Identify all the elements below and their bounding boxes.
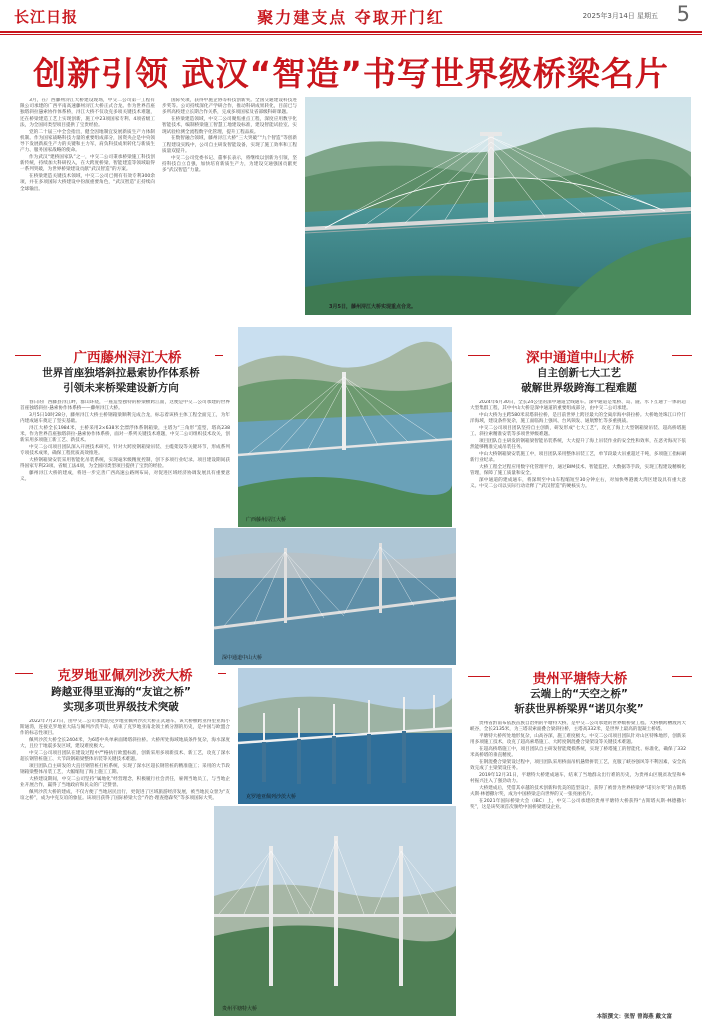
paragraph: 在桥梁建造领域，中交二公司聚焦重点工程，深度应用数字化智能技术，编制桥梁施工智慧工地建设标准，建设智能试验室、实现试验检测全流程数字化管理，提升工程品质。 [162,117,297,135]
section-sub-croatia-1: 跨越亚得里亚海的“友谊之桥” [51,686,191,698]
paragraph: 在数智融合领域，藤州浔江大桥“三大突破”“九个智造”等创新工程建设实践中，公司自主研发智能设备，实现了施工效率和工程质量双提升。 [162,136,297,154]
section-rule-left [15,355,41,356]
section-label-guangxi: 广西藤州浔江大桥 [73,350,182,366]
paragraph: 党的二十届三中全会指出，健全因地制宜发展新质生产力体制机制。作为国家战略科技力量的重要组成部分，国资央企是中央领导下发展新质生产力的关键和主力军，肩负科技成果转化与新质生产力、服务国家战略的使命。 [20,129,155,154]
paragraph: 大桥钢箱梁安装采用智能化吊装系统，实现毫米级精度控制，创下多项行业纪录。项目建设期间获得国家专利23项、省级工法4项，为全国同类型项目提供了宝贵的经验。 [20,458,230,470]
section-body-croatia [20,719,230,1009]
section-rule-right [215,355,223,356]
paragraph: 项目团队自主研发的钢箱梁智能吊装系统，大大提升了海上吊装作业的安全性和效率，在恶劣海况下依然能够精准完成吊装任务。 [470,439,686,451]
photo-shenzhong-bridge [214,528,456,665]
paragraph: 藤州浔江大桥的建成，将进一步完善广西高速公路网布局，对促进区域经济协调发展具有重要意义。 [20,471,230,483]
intro-column-1 [20,98,155,318]
paragraph: 在2021年国际桥梁大会（IBC）上，中交二公司承建的贵州平塘特大桥获得“古斯塔夫斯·林德撒尔奖”，这是该奖项首次颁给中国桥梁建设企业。 [470,799,686,811]
section-sub-guizhou-1: 云端上的“天空之桥” [530,688,628,700]
section-sub-guangxi-1: 世界首座独塔斜拉悬索协作体系桥 [42,367,200,379]
paragraph: 中交二公司项目团队在建设过程中严格执行欧盟标准，创新采用多项新技术、新工艺，攻克了深水超长钢管桩施工、大节段钢箱梁整体吊装等关键技术难题。 [20,751,230,763]
photo-guizhou-bridge [214,806,456,1016]
paragraph: 2022年7月27日，由中交二公司承建的克罗地亚佩列沙茨大桥正式通车。该大桥横跨亚得里亚海小斯通湾，连接克罗地亚大陆与佩列沙茨半岛，结束了克罗地亚南北领土被分割的历史，是中国与欧盟合作的标志性项目。 [20,719,230,737]
intro-column-2 [162,98,297,318]
section-body-shenzhong [470,400,686,662]
section-banner: 聚力建支点 夺取开门红 [257,8,445,27]
paragraph: 大桥建成后，凭借其卓越的技术创新和优美的造型设计，获得了被誉为世界桥梁界“诺贝尔奖”的古斯塔夫斯·林德撒尔奖，成为中国桥梁走向世界的又一张亮丽名片。 [470,786,686,798]
section-body-guizhou [470,721,686,1009]
newspaper-logo: 长江日报 [14,8,79,26]
section-rule-right [672,355,692,356]
paragraph: 在钢混叠合梁架设过程中，项目团队采用桥面吊机悬臂拼装工艺，克服了峡谷强风等不利因素，安全高效完成了主梁架设任务。 [470,760,686,772]
paragraph: 贵州省黔南布依族苗族自治州的平塘特大桥，是中交二公司承建的世界级桥梁工程。大桥横跨槽渡河大峡谷，全长2135米，为三塔双索面叠合梁斜拉桥，主塔高332米，是世界上最高的混凝土桥塔。 [470,721,686,733]
section-rule-right [218,673,226,674]
section-rule-right [672,676,692,677]
photo-croatia-bridge [238,668,452,804]
issue-date: 2025年3月14日 星期五 [582,12,658,20]
paragraph: 2019年12月31日，平塘特大桥建成通车，结束了当地群众出行难的历史，为贵州山区脱贫攻坚和乡村振兴注入了强劲动力。 [470,773,686,785]
page-headline: 创新引领 武汉“智造”书写世界级桥梁名片 [33,54,669,93]
photo-caption-croatia: 克罗地亚佩列沙茨大桥 [246,794,297,800]
section-sub-croatia-2: 实现多项世界级技术突破 [63,701,179,713]
paragraph: 大桥建设期间，中交二公司坚持“属地化”经营理念，积极履行社会责任，雇佣当地员工，与当地企业开展合作，赢得了当地政府和民众的广泛赞誉。 [20,777,230,789]
paragraph: 中交二公司项目团队坚持自主创新，研发形成“七大工艺”，攻克了海上大型钢箱梁吊装、超高桥塔施工、斜拉索精准安装等多项世界级难题。 [470,426,686,438]
section-sub-shenzhong-1: 自主创新七大工艺 [537,367,621,379]
photo-caption-guangxi: 广西藤州浔江大桥 [246,517,287,523]
paragraph: 平塘特大桥所处地形复杂，山高谷深，施工难度极大。中交二公司项目团队针对山区特殊地形，创新采用多项施工技术，攻克了超高索塔施工、大跨度钢混叠合梁架设等关键技术难题。 [470,734,686,746]
section-label-shenzhong: 深中通道中山大桥 [526,350,634,366]
section-body-guangxi [20,400,230,660]
author-credit: 本版撰文：张智 曾海燕 戴文富 [596,1014,672,1020]
paragraph: 浔江大桥全长1984米，主桥采用2×638米全漂浮体系钢箱梁，主塔为“三角形”造型，塔高238米。作为世界首座独塔斜拉-悬索协作体系桥，面对一系列关键技术难题，中交二公司组织技术攻关，创新采用多项施工新工艺、新技术。 [20,426,230,444]
paragraph: 佩列沙茨大桥全长2404米，为6塔中央单索面矮塔斜拉桥。大桥所处海域地质条件复杂，海水深度大，且位于地震多发区域，建设难度极大。 [20,738,230,750]
paragraph: 大桥工程全过程应用数字化管理平台，通过BIM技术、智能监控、大数据等手段，实现工程建设精细化管理，保障了施工质量和安全。 [470,465,686,477]
paragraph: 3月5日10时28分，藤州浔江大桥主桥钢箱梁顺利完成合龙，标志着该桥主体工程全面完工，为年内建成通车奠定了坚实基础。 [20,413,230,425]
paragraph: 中山大桥钢箱梁安装施工中，项目团队采用整体吊装工艺，单节段最大吊重超过千吨，多项施工指标刷新行业纪录。 [470,452,686,464]
paragraph: 佩列沙茨大桥的建成，不仅方便了当地居民出行，更促进了区域旅游经济发展，被当地民众誉为“友谊之桥”，成为中克友谊的象征。该项目获得了国际桥梁大会“乔治·理查德森奖”等多项国际大奖。 [20,790,230,802]
masthead-rule-thin [0,34,702,35]
page-number: 5 [676,2,690,26]
section-label-guizhou: 贵州平塘特大桥 [532,671,628,687]
section-sub-guizhou-2: 斩获世界桥梁界“诺贝尔奖” [514,703,644,715]
photo-caption-guizhou: 贵州平塘特大桥 [222,1006,258,1012]
photo-guangxi-bridge [238,327,452,527]
section-label-croatia: 克罗地亚佩列沙茨大桥 [57,668,193,684]
masthead-rule [0,31,702,33]
paragraph: 国际奖项，获得中施企协等科技创新奖。全国交通建设科技进步奖等。公司持续深化产学研合作，推动科研成果转化，目前已与多所高校建立长期合作关系，完成多项国家及省部级科研课题。 [162,98,297,116]
paragraph: 中交二公司项目团队深入开展技术研究，针对大跨度钢箱梁吊装、主缆架设等关键环节，形成系列专项技术成果，确保工程优质高效推进。 [20,445,230,457]
hero-photo-caption: 3月5日，藤州浔江大桥实现重点合龙。 [329,304,416,310]
hero-bridge-photo [305,97,691,315]
paragraph: 深中通道的建成通车，将深圳至中山车程缩短至30分钟左右，对加快粤港澳大湾区建设具有重大意义。中交二公司以实际行动诠释了“武汉智造”的硬核实力。 [470,478,686,490]
section-sub-guangxi-2: 引领未来桥梁建设新方向 [63,382,179,394]
paragraph: 作为武汉“建桥国家队”之一，中交二公司秉承桥梁施工科技创新传统，持续加大科研投入，在大跨度桥梁、智能建造等领域取得一系列突破，为世界桥梁建设贡献“武汉智造”的方案。 [20,155,155,173]
paragraph: 中山大桥为主跨580米双塔斜拉桥，是目前世界上跨径最大的全离岸海中斜拉桥。大桥地处珠江口伶仃洋海域，建设条件复杂，施工面临海上强风、台风频发、通航繁忙等多重挑战。 [470,413,686,425]
paragraph: 春日的广西藤县浔江畔，群山环绕，一座造型独特的桥梁横跨江面，这便是中交二公司承建的世界首座独塔斜拉-悬索协作体系桥——藤州浔江大桥。 [20,400,230,412]
paragraph: 2024年6月30日，全长24公里的深中通道全线通车。深中通道是集桥、岛、隧、水下互通于一体的超大型集群工程，其中中山大桥是深中通道的重要组成部分，由中交二公司承建。 [470,400,686,412]
paragraph: 中交二公司党委书记、董事长表示，将继续以创新为引领，坚持科技自立自强，加快培育新质生产力，为建设交通强国贡献更多“武汉智造”力量。 [162,155,297,174]
paragraph: 在超高桥塔施工中，项目团队自主研发智能爬模系统，实现了桥塔施工的智能化、标准化，确保了332米高桥塔的垂直精度。 [470,747,686,759]
photo-caption-shenzhong: 深中通道中山大桥 [222,655,263,661]
section-sub-shenzhong-2: 破解世界级跨海工程难题 [521,382,637,394]
paragraph: 在桥梁建造关键技术领域，中交二公司已拥有有效专利300余项，并在多项国际大桥建设中扮演重要角色，“武汉智造”正持续向全球输出。 [20,174,155,192]
paragraph: 项目团队自主研发的大直径钢管桩打桩系统，实现了深水区超长钢管桩的精准施工；采用的大节段钢箱梁整体吊装工艺，大幅缩短了海上施工工期。 [20,764,230,776]
paragraph: 3月，在广西藤州浔江大桥建设现场，中交二公司第一工程有限公司承建的广西平南高速藤州浔江大桥正式合龙。作为世界首座独塔斜拉悬索协作体系桥，浔江大桥不仅攻克多项关键技术难题，还在桥梁建造工艺上实现创新，施工中23项国家专利、4项省级工法，为全国同类型项目提供了宝贵经验。 [20,98,155,128]
